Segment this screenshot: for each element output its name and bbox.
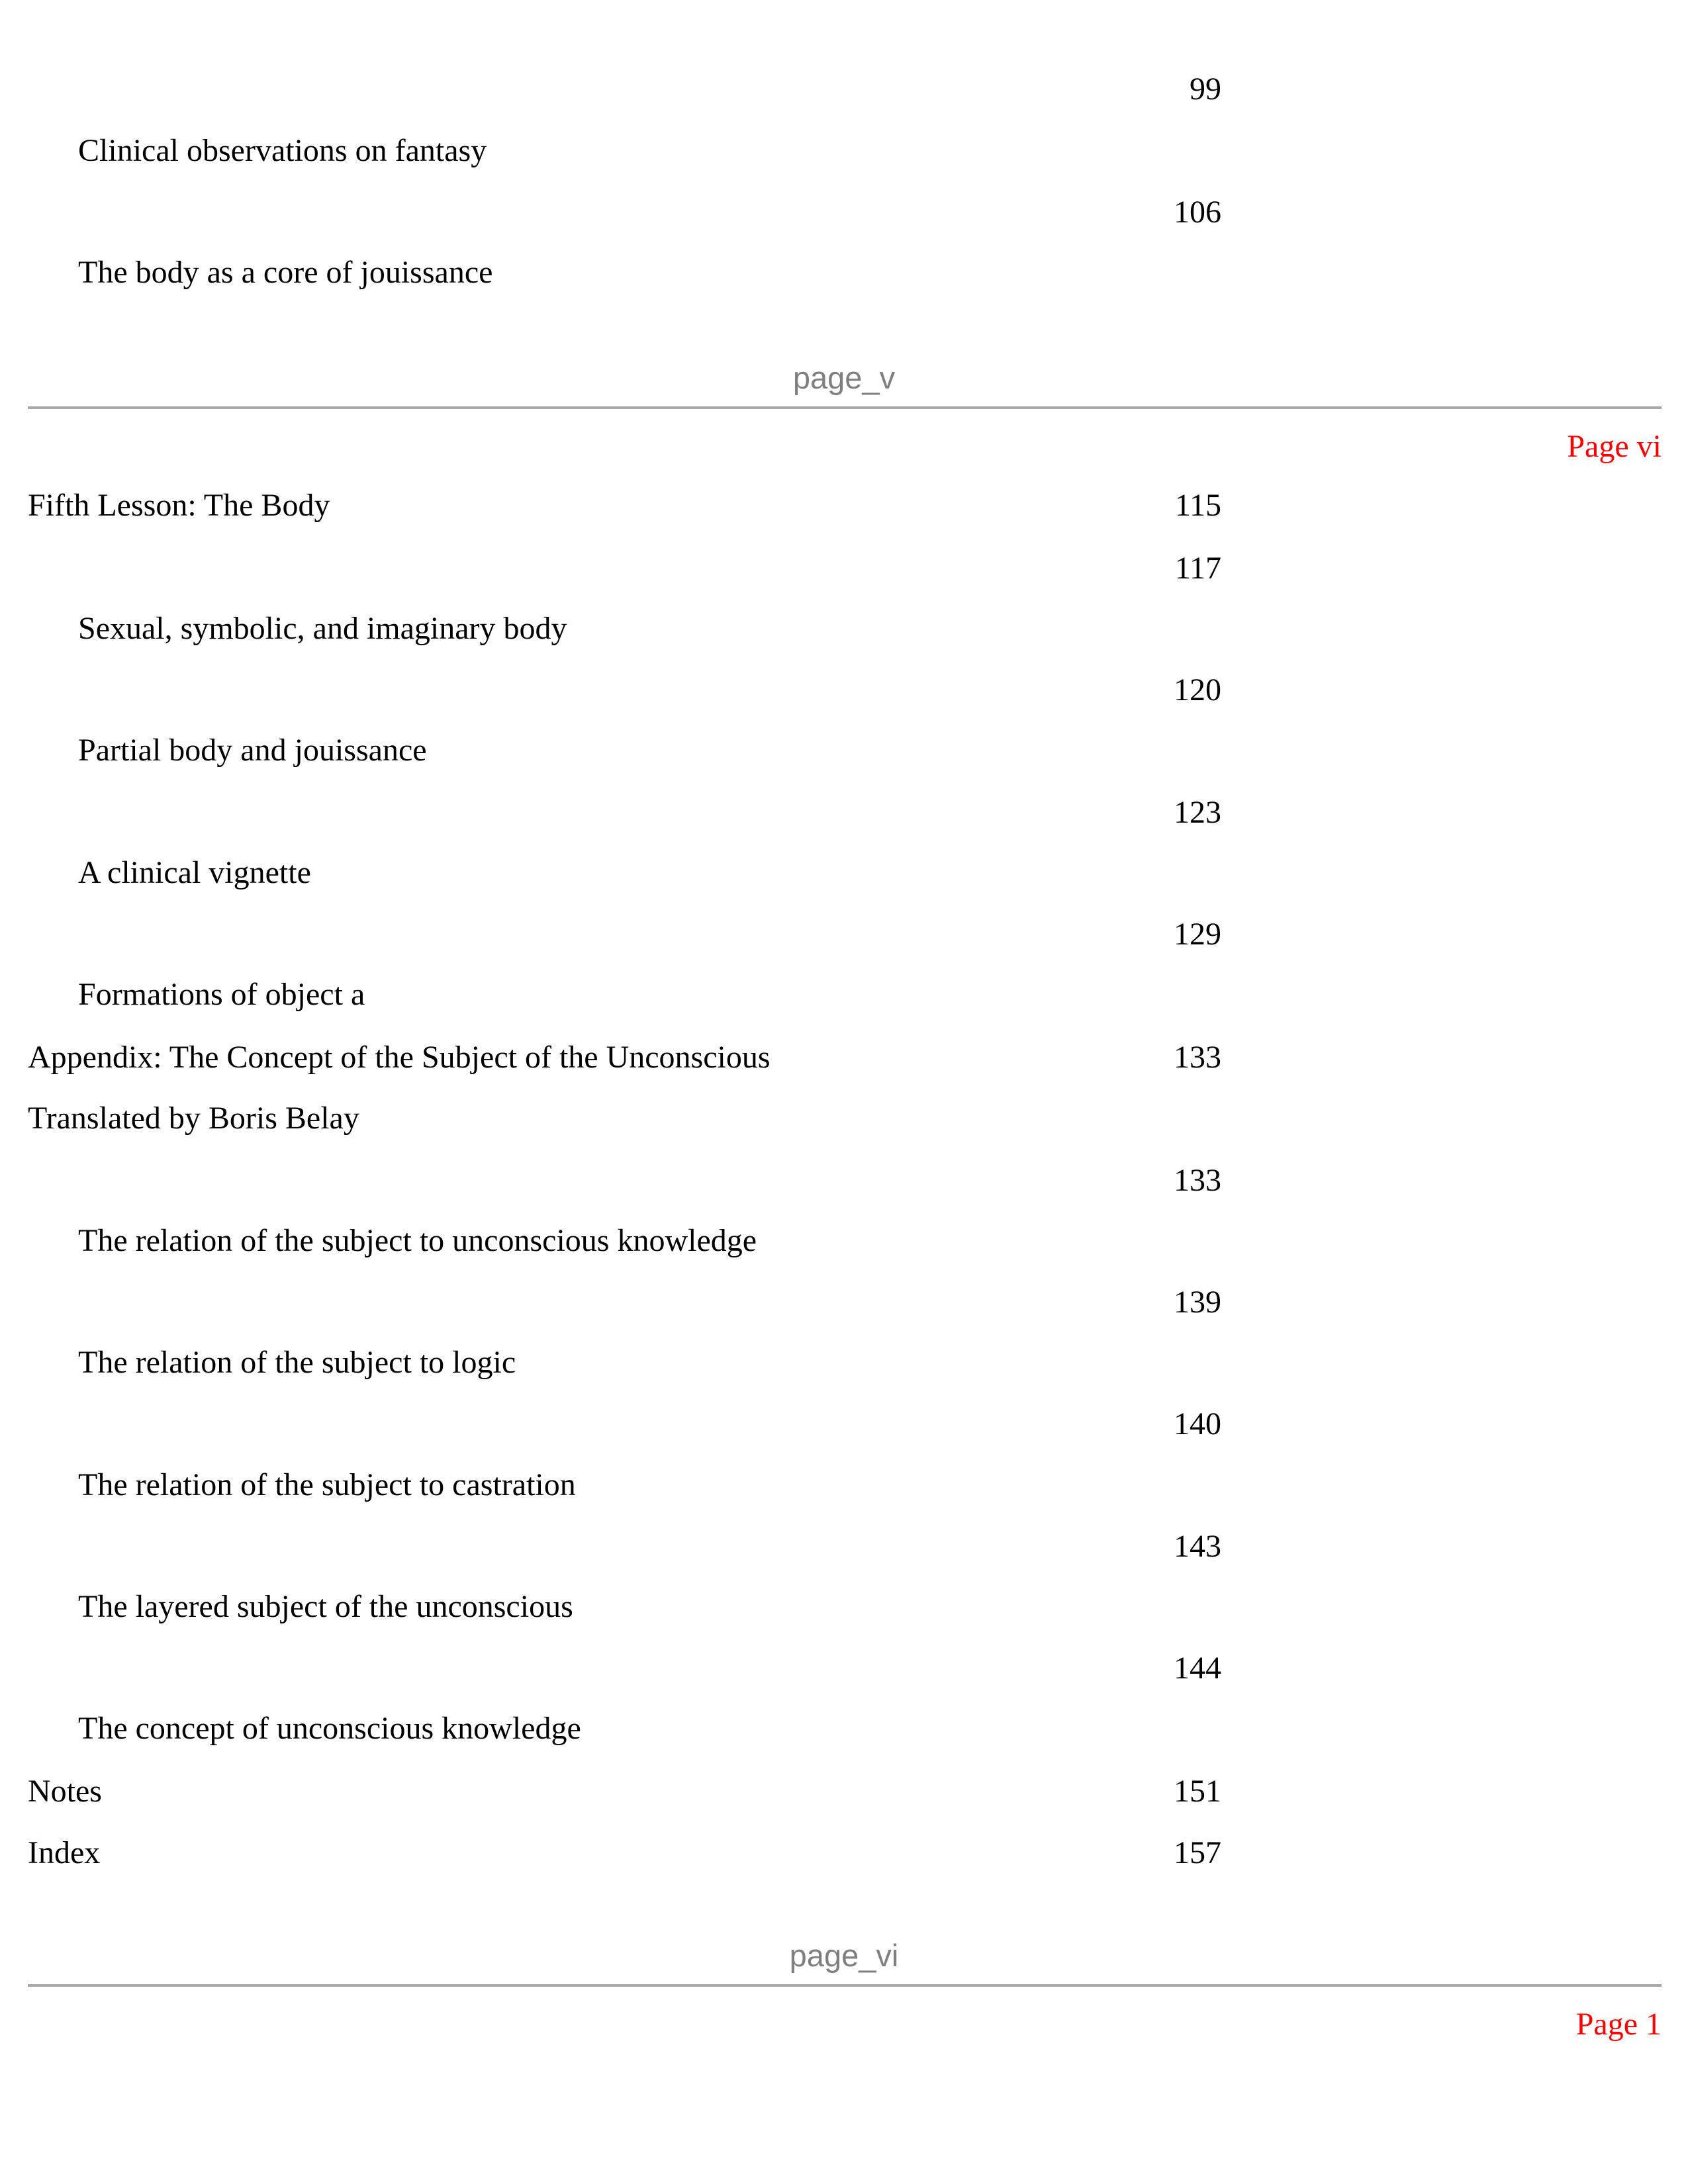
page-marker-vi: page_vi [789,1938,899,1973]
page-marker-v: page_v [792,360,896,395]
toc-page-number: 120 [1174,672,1221,707]
toc-entry-relation-logic: The relation of the subject to logic [78,1345,516,1380]
toc-entry-concept-knowledge: The concept of unconscious knowledge [78,1711,581,1746]
toc-page-number: 123 [1174,795,1221,830]
toc-page-number: 151 [1174,1774,1221,1809]
toc-entry-layered-subject: The layered subject of the unconscious [78,1589,573,1624]
toc-entry-appendix: Appendix: The Concept of the Subject of the Unconscious [28,1040,771,1075]
toc-page-number: 133 [1174,1163,1221,1198]
toc-entry-clinical-vignette: A clinical vignette [78,855,311,890]
toc-entry-fifth-lesson: Fifth Lesson: The Body [28,488,330,523]
toc-page-number: 117 [1174,551,1221,586]
page-label-1: Page 1 [1575,2007,1662,2042]
toc-page-number: 106 [1174,195,1221,230]
page-label-vi: Page vi [1567,429,1662,464]
toc-page-number: 115 [1174,488,1221,523]
toc-page-number: 133 [1174,1040,1221,1075]
toc-page-number: 129 [1174,917,1221,952]
toc-entry-body-core: The body as a core of jouissance [78,255,493,290]
page-divider [28,406,1662,409]
toc-entry-formations-object: Formations of object a [78,977,365,1012]
toc-page-number: 143 [1174,1529,1221,1564]
toc-entry-index: Index [28,1835,101,1870]
toc-page-number: 99 [1190,71,1221,107]
toc-page-number: 139 [1174,1285,1221,1320]
toc-entry-translator: Translated by Boris Belay [28,1101,359,1136]
toc-page-number: 157 [1174,1835,1221,1870]
toc-entry-relation-castration: The relation of the subject to castration [78,1467,576,1502]
toc-entry-notes: Notes [28,1774,102,1809]
toc-entry-clinical-observations: Clinical observations on fantasy [78,133,487,168]
toc-entry-partial-body: Partial body and jouissance [78,733,427,768]
toc-entry-relation-knowledge: The relation of the subject to unconscious knowledge [78,1223,757,1258]
toc-entry-sexual-body: Sexual, symbolic, and imaginary body [78,611,567,646]
toc-page-number: 144 [1174,1651,1221,1686]
page-divider [28,1984,1662,1987]
toc-page-number: 140 [1174,1406,1221,1441]
